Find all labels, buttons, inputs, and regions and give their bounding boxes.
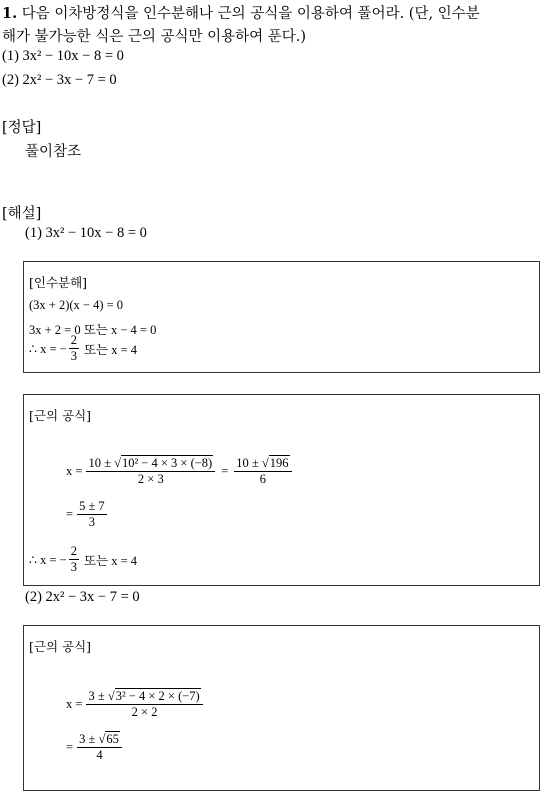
problem-line-1 [2, 2, 480, 23]
formula-1-concl-prefix: ∴ x = − [29, 552, 67, 567]
solution-heading: [해설] [2, 206, 42, 222]
formula-1-fraction-a [86, 457, 215, 486]
formula-1-fraction-a-num-lead: 10 ± [88, 456, 111, 470]
formula-2-fraction-a-den: 2 × 2 [131, 705, 158, 720]
formula-2-fraction-b-num: 3 ± √65 [77, 733, 122, 748]
formula-1-fraction-c-num: 5 ± 7 [77, 500, 107, 515]
formula-box-2 [23, 625, 540, 791]
factor-fraction [69, 334, 79, 363]
part2-label: (2) 2x² − 3x − 7 = 0 [25, 589, 140, 605]
factor-line-3-prefix: ∴ x = − [29, 341, 67, 356]
formula-1-line-2-prefix: = [66, 507, 74, 522]
formula-2-line-2-prefix: = [66, 740, 74, 755]
formula-2-fraction-a-num-lead: 3 ± [88, 689, 105, 703]
formula-1-concl-den: 3 [70, 560, 77, 575]
formula-2-fraction-b-num-lead: 3 ± [79, 732, 96, 746]
formula-1-fraction-b-den: 6 [259, 472, 267, 487]
factor-fraction-den: 3 [70, 349, 77, 364]
formula-1-fraction-a-radicand: 10² − 4 × 3 × (−8) [121, 456, 213, 470]
formula-1-fraction-b-radicand: 196 [269, 456, 289, 470]
formula-2-fraction-a-num: 3 ± √3² − 4 × 2 × (−7) [86, 690, 202, 705]
formula-2-fraction-b-den: 4 [96, 748, 103, 763]
problem-item-1: (1) 3x² − 10x − 8 = 0 [2, 48, 124, 64]
factor-line-3 [29, 334, 137, 363]
problem-text-1: 다음 이차방정식을 인수분해나 근의 공식을 이용하여 풀어라. (단, 인수분 [21, 6, 480, 22]
formula-1-line-1 [66, 457, 294, 486]
problem-item-2: (2) 2x² − 3x − 7 = 0 [2, 72, 117, 88]
factor-box-title: [인수분해] [29, 275, 88, 290]
formula-2-line-1 [66, 690, 205, 719]
formula-1-fraction-a-den: 2 × 3 [137, 472, 164, 487]
part1-label: (1) 3x² − 10x − 8 = 0 [25, 225, 147, 241]
formula-box-2-title: [근의 공식] [29, 639, 92, 654]
formula-1-concl-fraction [69, 545, 79, 574]
formula-1-fraction-a-num: 10 ± √10² − 4 × 3 × (−8) [86, 457, 215, 472]
formula-2-fraction-a-radicand: 3² − 4 × 2 × (−7) [115, 689, 200, 703]
formula-1-fraction-c [77, 500, 107, 529]
factor-line-3-suffix: 또는 x = 4 [83, 342, 138, 357]
formula-box-1 [23, 394, 540, 586]
formula-1-concl-num: 2 [69, 545, 79, 560]
formula-2-eq-prefix: x = [66, 697, 83, 712]
problem-number: 1. [2, 5, 18, 22]
problem-text-2: 해가 불가능한 식은 근의 공식만 이용하여 푼다.) [2, 29, 307, 45]
factor-line-2: 3x + 2 = 0 또는 x − 4 = 0 [29, 323, 157, 337]
formula-2-line-2 [66, 733, 124, 762]
formula-2-fraction-a [86, 690, 202, 719]
formula-1-eq-mid: = [221, 464, 229, 479]
formula-1-fraction-b [234, 457, 291, 486]
factor-box [23, 261, 540, 373]
formula-1-eq-prefix: x = [66, 464, 83, 479]
answer-heading: [정답] [2, 120, 42, 136]
formula-box-1-title: [근의 공식] [29, 408, 92, 423]
formula-1-fraction-b-num: 10 ± √196 [234, 457, 291, 472]
formula-1-fraction-c-den: 3 [88, 515, 95, 530]
formula-2-fraction-b-radicand: 65 [106, 732, 119, 746]
formula-2-fraction-b [77, 733, 122, 762]
formula-1-conclusion [29, 545, 137, 574]
formula-1-concl-suffix: 또는 x = 4 [83, 553, 138, 568]
answer-body: 풀이참조 [25, 144, 82, 160]
formula-1-fraction-b-num-lead: 10 ± [236, 456, 259, 470]
formula-1-line-2 [66, 500, 109, 529]
factor-line-1: (3x + 2)(x − 4) = 0 [29, 298, 124, 312]
factor-fraction-num: 2 [69, 334, 79, 349]
